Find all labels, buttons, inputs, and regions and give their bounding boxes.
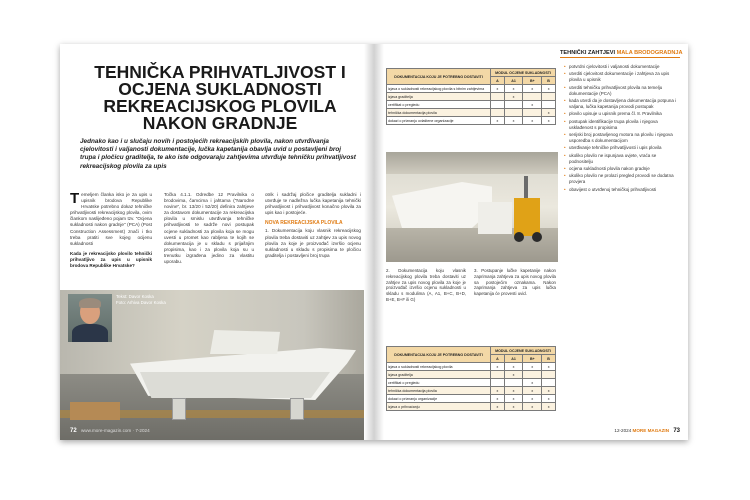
table-row xyxy=(387,93,556,101)
bullet-item: • utvrditi tehničku prihvatljivost plovila na temelju dokumentacije (PCA) xyxy=(564,85,680,97)
bullet-item: • ocjena sukladnosti plovila nakon gradnje xyxy=(564,166,680,172)
left-footer xyxy=(70,428,150,434)
module-cell: x xyxy=(504,371,523,379)
row-label: certifikat o pregledu xyxy=(387,101,491,109)
module-cell: x xyxy=(542,403,556,411)
module-cell xyxy=(542,379,556,387)
running-head-prefix: TEHNIČKI ZAHTJEVI xyxy=(560,50,616,56)
module-cell xyxy=(504,109,523,117)
running-head xyxy=(560,50,683,56)
left-column-2 xyxy=(164,192,254,265)
module-cell: x xyxy=(542,109,556,117)
module-cell: x xyxy=(523,387,542,395)
bullet-item: • potvrdni cjelovitosti i valjanosti dokumentacije xyxy=(564,64,680,70)
table-row xyxy=(387,85,556,93)
table-row xyxy=(387,395,556,403)
left-column-3 xyxy=(265,192,361,259)
forklift-wheel xyxy=(532,232,542,242)
table-row xyxy=(387,109,556,117)
row-label: certifikat o pregledu xyxy=(387,379,491,387)
caption-photo-credit: Foto: Arhiva Davor Koska xyxy=(116,299,166,305)
module-cell xyxy=(504,379,523,387)
module-cell xyxy=(542,101,556,109)
bullet-item: • postupak identifikacije trupa plovila i njegova usklađenost s propisima xyxy=(564,119,680,131)
module-cell: x xyxy=(523,363,542,371)
module-cell xyxy=(491,93,505,101)
table-row xyxy=(387,101,556,109)
module-header: A1 xyxy=(504,77,523,85)
row-label: tehnička dokumentacija plovila xyxy=(387,387,491,395)
requirements-table-2 xyxy=(386,346,556,411)
module-cell xyxy=(523,93,542,101)
modules-header: MODUL OCJENE SUKLADNOSTI xyxy=(491,347,556,355)
table-2-body xyxy=(387,363,556,411)
workshop-hull xyxy=(392,182,492,228)
module-cell: x xyxy=(491,117,505,125)
left-column-1 xyxy=(70,192,152,269)
table-row xyxy=(387,371,556,379)
spread-gutter xyxy=(364,44,384,440)
bullet-item: • ukoliko plovilo ne ispunjava uvjete, vraća se podnositelju xyxy=(564,153,680,165)
module-cell: x xyxy=(504,403,523,411)
bullet-item: • plovilo upisuje u upisnik prema čl. 8. Pravilnika xyxy=(564,111,680,117)
module-header: B+ xyxy=(523,355,542,363)
module-cell: x xyxy=(504,93,523,101)
bullet-item: • obavijest o utvrđenoj tehničkoj prihvatljivosti xyxy=(564,187,680,193)
forklift-body xyxy=(514,198,540,236)
module-cell: x xyxy=(504,387,523,395)
module-cell: x xyxy=(542,85,556,93)
module-cell: x xyxy=(523,117,542,125)
docs-header: DOKUMENTACIJA KOJU JE POTREBNO DOSTAVITI xyxy=(387,69,491,85)
docs-header: DOKUMENTACIJA KOJU JE POTREBNO DOSTAVITI xyxy=(387,347,491,363)
bullet-item: • ukoliko plovilo ne prolazi pregled provodi se dodatna provjera xyxy=(564,173,680,185)
row-label: izjava o sukladnosti rekreacijskog plovila s bitnim zahtjevima xyxy=(387,85,491,93)
photo-caption xyxy=(116,294,166,305)
bullet-item: • utvrditi cjelovitost dokumentacije i zahtjeva za upis plovila u upisnik xyxy=(564,71,680,83)
right-footer xyxy=(614,428,680,434)
boat-cabin xyxy=(210,330,280,354)
forklift-wheel xyxy=(514,232,524,242)
workshop-roof xyxy=(386,152,558,174)
boat-photo xyxy=(60,290,364,440)
magazine-spread xyxy=(60,44,688,440)
module-header: A xyxy=(491,355,505,363)
table-row xyxy=(387,363,556,371)
module-cell: x xyxy=(523,101,542,109)
photo-pallet xyxy=(70,402,120,420)
module-cell: x xyxy=(504,85,523,93)
module-cell xyxy=(491,109,505,117)
table-1-body xyxy=(387,85,556,125)
running-head-accent: MALA BRODOGRADNJA xyxy=(616,50,683,56)
module-cell: x xyxy=(542,387,556,395)
module-cell: x xyxy=(523,379,542,387)
module-cell: x xyxy=(491,395,505,403)
module-header: A xyxy=(491,77,505,85)
module-cell xyxy=(504,101,523,109)
modules-header: MODUL OCJENE SUKLADNOSTI xyxy=(491,69,556,77)
left-page-number: 72 xyxy=(70,428,77,434)
column-1-text: emeljem članka isko je za upis u upisnik brodova Republike Hrvatske potrebno dokaz tehničke prihvatljivosti rekreacijskog plovila, ovim člankom naslijeđeno pojam tzv. "Ocjena sukladnosti nakon gradnje" (PCA) (Post Construction Assessment) znači i tko treba pratiti sve kojeg ocijenu sukladnosti xyxy=(70,192,152,246)
table-row xyxy=(387,403,556,411)
module-cell: x xyxy=(523,403,542,411)
row-label: tehnička dokumentacija plovila xyxy=(387,109,491,117)
bullet-item: • utvrđivanje tehničke prihvatljivosti i upis plovila xyxy=(564,145,680,151)
table-row xyxy=(387,117,556,125)
row-label: izjava o sukladnosti rekreacijskog plovila xyxy=(387,363,491,371)
caption-author: Tekst: Davor Koska xyxy=(116,294,154,299)
row-label: izjava graditelja xyxy=(387,371,491,379)
bullet-list xyxy=(564,64,680,194)
module-cell xyxy=(542,371,556,379)
module-cell: x xyxy=(504,363,523,371)
boat-cradle xyxy=(172,398,186,420)
module-header: A1 xyxy=(504,355,523,363)
module-header: B+ xyxy=(523,77,542,85)
module-cell: x xyxy=(523,85,542,93)
article-headline: TEHNIČKA PRIHVATLJIVOST I OCJENA SUKLADNOSTI REKREACIJSKOG PLOVILA NAKON GRADNJE xyxy=(94,62,346,133)
column-3-subheading: NOVA REKREACIJSKA PLOVILA xyxy=(265,220,343,227)
module-cell xyxy=(491,101,505,109)
right-footer-issue: 12-2024 xyxy=(614,428,632,433)
right-page-number: 73 xyxy=(673,428,680,434)
requirements-table-1 xyxy=(386,68,556,125)
portrait-hair xyxy=(79,298,101,308)
column-2-text: Točka 4.1.1. Odredbe 12 Pravilnika o brodovima, čamcima i jahtama ("Narodne novine", br. 13/20 i 52/20) definira zahtjeve za dostavom dokumentacije za rekreacijska plovila u smislu utvrđivanja tehničke prihvatljivosti te sadrže novi postupak ocjene sukladnosti za plovila koja se mogu uvesti u promet kao rabljena te kojih se dokumentacija je u skladu s prijašnjim propisima, kao i za plovila koja su u trenutku izgrađena jedino za vlastitu uporabu. xyxy=(164,192,254,265)
table-row xyxy=(387,379,556,387)
module-cell: x xyxy=(504,117,523,125)
right-footer-magazine: MORE MAGAZIN xyxy=(632,428,670,433)
table-row xyxy=(387,387,556,395)
module-cell: x xyxy=(491,363,505,371)
module-header: B xyxy=(542,355,556,363)
drop-cap: T xyxy=(70,190,80,207)
running-head-rule xyxy=(560,57,680,58)
right-column-1: 2. Dokumentacija koju vlasnik rekreacijskog plovila treba dostaviti uz zahtjev za upis novog plovila za koje je proizvođač izvršio ocjenu sukladnosti u skladu s modulima (A, A1, B+C, B+D, B+E, B+F ili G) xyxy=(386,268,466,302)
column-3-item: 1. Dokumentacija koju vlasnik rekreacijskog plovila treba dostaviti uz zahtjev za upis novog plovila za koje je proizvođač izvršio ocjenu sukladnosti u skladu s propisima te pločicu graditelja i postavljeni broj trupa xyxy=(265,228,361,258)
left-footer-site: www.more-magazin.com · 7-2024 xyxy=(80,428,150,433)
module-header: B xyxy=(542,77,556,85)
boat-cradle xyxy=(290,398,304,420)
article-lead: Jednako kao i u slučaju novih i postojećih rekreacijskih plovila, nakon utvrđivanja cjelovitosti i valjanosti dokumentacije, lučka kapetanija obavlja uvid u postavljeni broj trupa i pločicu graditelja, te ako iste odgovaraju zahtjevima utvrđuje tehničku prihvatljivost rekreacijskog plovila za upis xyxy=(80,138,356,170)
module-cell: x xyxy=(504,395,523,403)
column-1-question: Kada je rekreacijsko plovilo tehnički prihvatljivo za upis u upisnik brodova Republike Hrvatske? xyxy=(70,250,152,269)
row-label: dokazi o priznanju organizacije xyxy=(387,395,491,403)
portrait-body xyxy=(72,324,108,342)
module-cell: x xyxy=(491,387,505,395)
workshop-hull-stern xyxy=(478,202,512,234)
module-cell: x xyxy=(542,363,556,371)
module-cell xyxy=(491,371,505,379)
bullet-item: • serijski broj postavljenog motora na plovilu i njegova usporedba s dokumentacijom xyxy=(564,132,680,144)
module-cell: x xyxy=(542,117,556,125)
left-page xyxy=(60,44,374,440)
boat-hull-shade xyxy=(140,372,330,398)
row-label: izjava o prihvaćanju xyxy=(387,403,491,411)
module-cell xyxy=(542,93,556,101)
module-cell: x xyxy=(542,395,556,403)
module-cell xyxy=(523,109,542,117)
module-cell: x xyxy=(491,403,505,411)
module-cell: x xyxy=(491,85,505,93)
module-cell xyxy=(491,379,505,387)
row-label: dokazi o priznanju ovlaštene organizacije xyxy=(387,117,491,125)
module-cell: x xyxy=(523,395,542,403)
workshop-photo xyxy=(386,152,558,262)
module-cell xyxy=(523,371,542,379)
right-page xyxy=(374,44,688,440)
bullet-item: • kada utvrdi da je dostavljena dokumentacija potpuna i valjana, lučka kapetanija provodi postupak xyxy=(564,98,680,110)
row-label: izjava graditelja xyxy=(387,93,491,101)
author-portrait xyxy=(68,294,112,342)
column-3-text: otrik i sadržaj pločice graditelja sukladni i utvrđuje te nadležna lučka kapetanija tehnički prihvatljivost i prihvatljivost konačno plovila za upis kao i postojeće. xyxy=(265,192,361,216)
right-column-2: 3. Postupanje lučke kapetanije nakon zaprimanja zahtjeva za upis novog plovila sa postojećim oznakama. Nakon zaprimanja zahtjeva za upis lučka kapetanija će provesti uvid. xyxy=(474,268,556,297)
